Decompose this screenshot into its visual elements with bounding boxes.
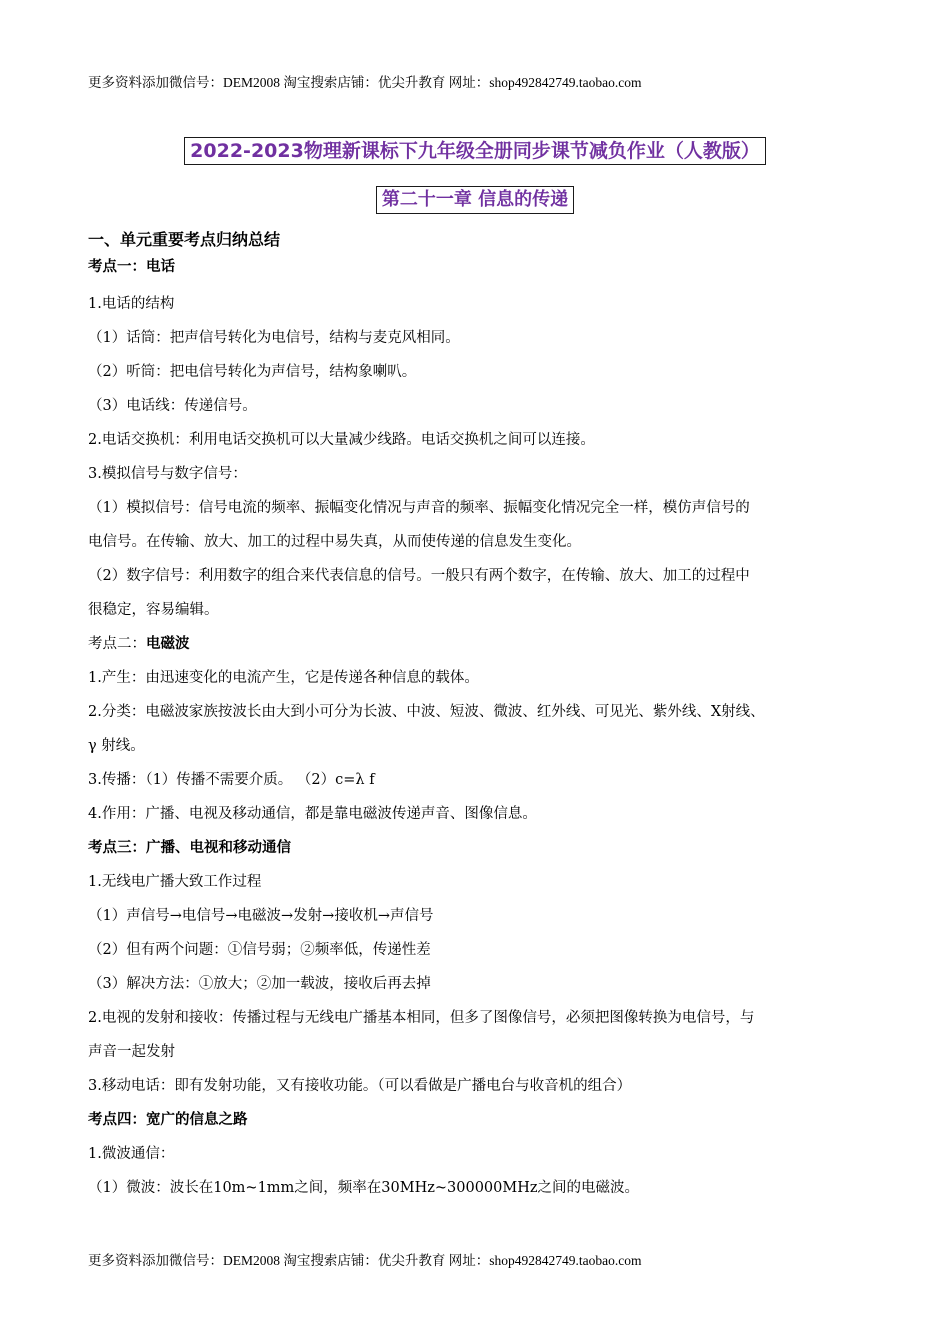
paragraph-line: （1）话筒：把声信号转化为电信号，结构与麦克风相同。: [88, 330, 460, 346]
paragraph-line: 1.微波通信：: [88, 1146, 175, 1162]
page-footer: 更多资料添加微信号：DEM2008 淘宝搜索店铺：优尖升教育 网址：shop492842749.taobao.com: [88, 1253, 642, 1268]
kaodian-2-label: 考点二：: [88, 636, 146, 652]
paragraph-line: 3.模拟信号与数字信号：: [88, 466, 247, 482]
paragraph-line: 2.电话交换机：利用电话交换机可以大量减少线路。电话交换机之间可以连接。: [88, 432, 595, 448]
paragraph-line: 声音一起发射: [88, 1044, 175, 1060]
paragraph-line: 3.传播：（1）传播不需要介质。 （2）c=λ f: [88, 772, 375, 788]
paragraph-line: （1）模拟信号：信号电流的频率、振幅变化情况与声音的频率、振幅变化情况完全一样，模仿声信号的: [88, 500, 750, 516]
paragraph-line: 1.电话的结构: [88, 296, 175, 312]
document-title: 2022-2023物理新课标下九年级全册同步课节减负作业（人教版）: [184, 137, 766, 165]
paragraph-line: （3）解决方法：①放大；②加一载波，接收后再去掉: [88, 976, 431, 992]
chapter-title-block: [0, 186, 950, 214]
paragraph-line: （1）微波：波长在10m~1mm之间，频率在30MHz~300000MHz之间的电磁波。: [88, 1180, 640, 1196]
paragraph-line: （2）但有两个问题：①信号弱；②频率低，传递性差: [88, 942, 431, 958]
chapter-title: 第二十一章 信息的传递: [376, 186, 574, 214]
paragraph-line: 很稳定，容易编辑。: [88, 602, 219, 618]
kaodian-2-heading: [88, 627, 878, 661]
paragraph-line: 电信号。在传输、放大、加工的过程中易失真，从而使传递的信息发生变化。: [88, 534, 581, 550]
paragraph-line: （3）电话线：传递信号。: [88, 398, 257, 414]
kaodian-3-heading: 考点三：广播、电视和移动通信: [88, 840, 291, 856]
section-heading: 一、单元重要考点归纳总结: [88, 230, 281, 249]
document-title-block: [0, 137, 950, 165]
kaodian-1-heading: 考点一：电话: [88, 259, 175, 275]
page-header: 更多资料添加微信号：DEM2008 淘宝搜索店铺：优尖升教育 网址：shop492842749.taobao.com: [88, 75, 642, 90]
paragraph-line: γ 射线。: [88, 738, 145, 754]
kaodian-2-title: 电磁波: [146, 636, 190, 652]
paragraph-line: （2）听筒：把电信号转化为声信号，结构象喇叭。: [88, 364, 417, 380]
paragraph-line: 1.产生：由迅速变化的电流产生，它是传递各种信息的载体。: [88, 670, 479, 686]
paragraph-line: （1）声信号→电信号→电磁波→发射→接收机→声信号: [88, 908, 434, 924]
paragraph-line: 2.电视的发射和接收：传播过程与无线电广播基本相同，但多了图像信号，必须把图像转换为电信号，与: [88, 1010, 755, 1026]
document-body: [88, 225, 878, 1205]
paragraph-line: （2）数字信号：利用数字的组合来代表信息的信号。一般只有两个数字，在传输、放大、加工的过程中: [88, 568, 750, 584]
paragraph-line: 4.作用：广播、电视及移动通信，都是靠电磁波传递声音、图像信息。: [88, 806, 537, 822]
paragraph-line: 1.无线电广播大致工作过程: [88, 874, 262, 890]
paragraph-line: 3.移动电话：即有发射功能，又有接收功能。（可以看做是广播电台与收音机的组合）: [88, 1078, 632, 1094]
kaodian-4-heading: 考点四：宽广的信息之路: [88, 1112, 248, 1128]
paragraph-line: 2.分类：电磁波家族按波长由大到小可分为长波、中波、短波、微波、红外线、可见光、紫外线、X射线、: [88, 704, 765, 720]
